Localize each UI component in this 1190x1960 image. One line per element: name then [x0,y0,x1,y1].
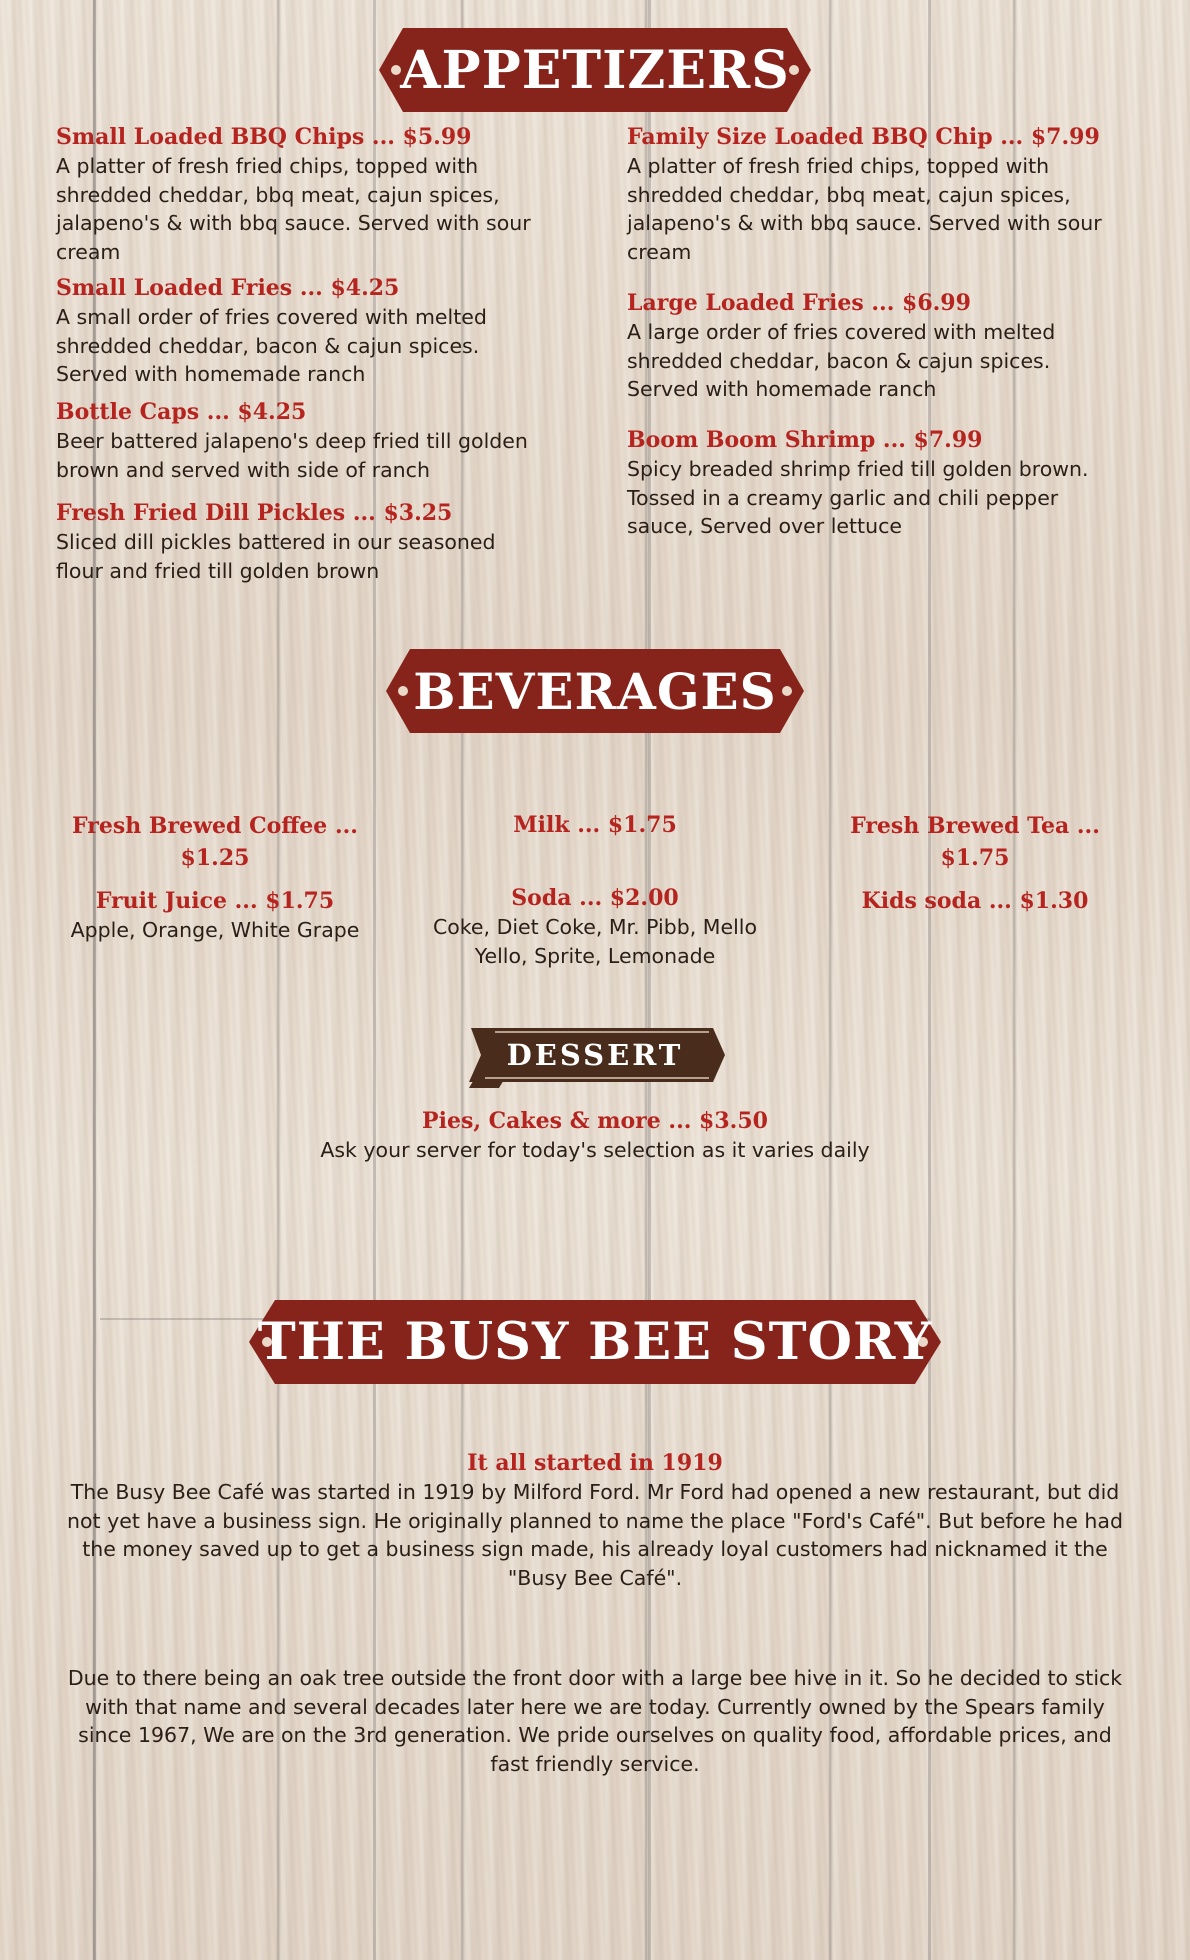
item-description: Beer battered jalapeno's deep fried till golden brown and served with side of ranch [56,429,528,482]
item-title: Bottle Caps ... $4.25 [56,399,307,425]
menu-item [627,122,1127,266]
item-description: Sliced dill pickles battered in our seasoned flour and fried till golden brown [56,530,496,583]
menu-item [627,288,1127,404]
item-title: Soda ... $2.00 [511,885,679,911]
item-title: Boom Boom Shrimp ... $7.99 [627,427,983,453]
story-subtitle: It all started in 1919 [467,1450,723,1476]
dessert-heading: DESSERT [506,1038,684,1072]
appetizers-banner [375,24,815,116]
menu-item [60,886,370,945]
item-title: Fruit Juice ... $1.75 [95,888,335,914]
item-title: Small Loaded Fries ... $4.25 [56,275,400,301]
item-title: Kids soda ... $1.30 [861,888,1089,914]
menu-item [56,273,546,389]
menu-item [820,810,1130,874]
item-description: Ask your server for today's selection as it varies daily [320,1138,870,1162]
appetizers-heading: APPETIZERS [400,39,790,101]
menu-item [56,122,546,266]
menu-item [627,425,1127,541]
item-description: A platter of fresh fried chips, topped with shredded cheddar, bbq meat, cajun spices, jalapeno's & with bbq sauce. Served with sour cream [627,154,1102,264]
item-title: Pies, Cakes & more ... $3.50 [422,1108,768,1134]
item-description: Apple, Orange, White Grape [70,918,360,942]
menu-item [60,810,370,874]
item-title: Large Loaded Fries ... $6.99 [627,290,971,316]
menu-item [56,397,546,484]
menu-item [820,886,1130,916]
item-description: Spicy breaded shrimp fried till golden brown. Tossed in a creamy garlic and chili pepper sauce, Served over lettuce [627,457,1089,538]
story-section [60,1664,1130,1778]
menu-item [430,883,760,970]
item-description: Coke, Diet Coke, Mr. Pibb, Mello Yello, Sprite, Lemonade [432,915,758,968]
menu-item [245,1106,945,1165]
beverages-heading: BEVERAGES [413,661,777,721]
story-heading: THE BUSY BEE STORY [257,1312,933,1372]
item-title: Milk ... $1.75 [513,812,677,838]
item-description: A small order of fries covered with melted shredded cheddar, bacon & cajun spices. Served with homemade ranch [56,305,487,386]
item-title: Family Size Loaded BBQ Chip ... $7.99 [627,124,1100,150]
item-title: Small Loaded BBQ Chips ... $5.99 [56,124,472,150]
item-description: A platter of fresh fried chips, topped with shredded cheddar, bbq meat, cajun spices, jalapeno's & with bbq sauce. Served with sour cream [56,154,531,264]
item-description: A large order of fries covered with melted shredded cheddar, bacon & cajun spices. Served with homemade ranch [627,320,1056,401]
story-banner [245,1296,945,1388]
beverages-banner [382,645,808,737]
item-title: Fresh Brewed Coffee ... $1.25 [72,813,358,871]
dessert-banner [465,1018,725,1092]
menu-item [56,498,546,585]
story-paragraph: Due to there being an oak tree outside the front door with a large bee hive in it. So he decided to stick with that name and several decades later here we are today. Currently owned by the Spears family since 1967, We are on the 3rd generation. We pride ourselves on quality food, affordable prices, and fast friendly service. [67,1666,1123,1776]
item-title: Fresh Brewed Tea ... $1.75 [850,813,1100,871]
story-paragraph: The Busy Bee Café was started in 1919 by Milford Ford. Mr Ford had opened a new restaurant, but did not yet have a business sign. He originally planned to name the place "Ford's Café". But before he had the money saved up to get a business sign made, his already loyal customers had nicknamed it the "Busy Bee Café". [67,1480,1123,1590]
item-title: Fresh Fried Dill Pickles ... $3.25 [56,500,453,526]
menu-item [430,810,760,840]
story-section [60,1448,1130,1592]
